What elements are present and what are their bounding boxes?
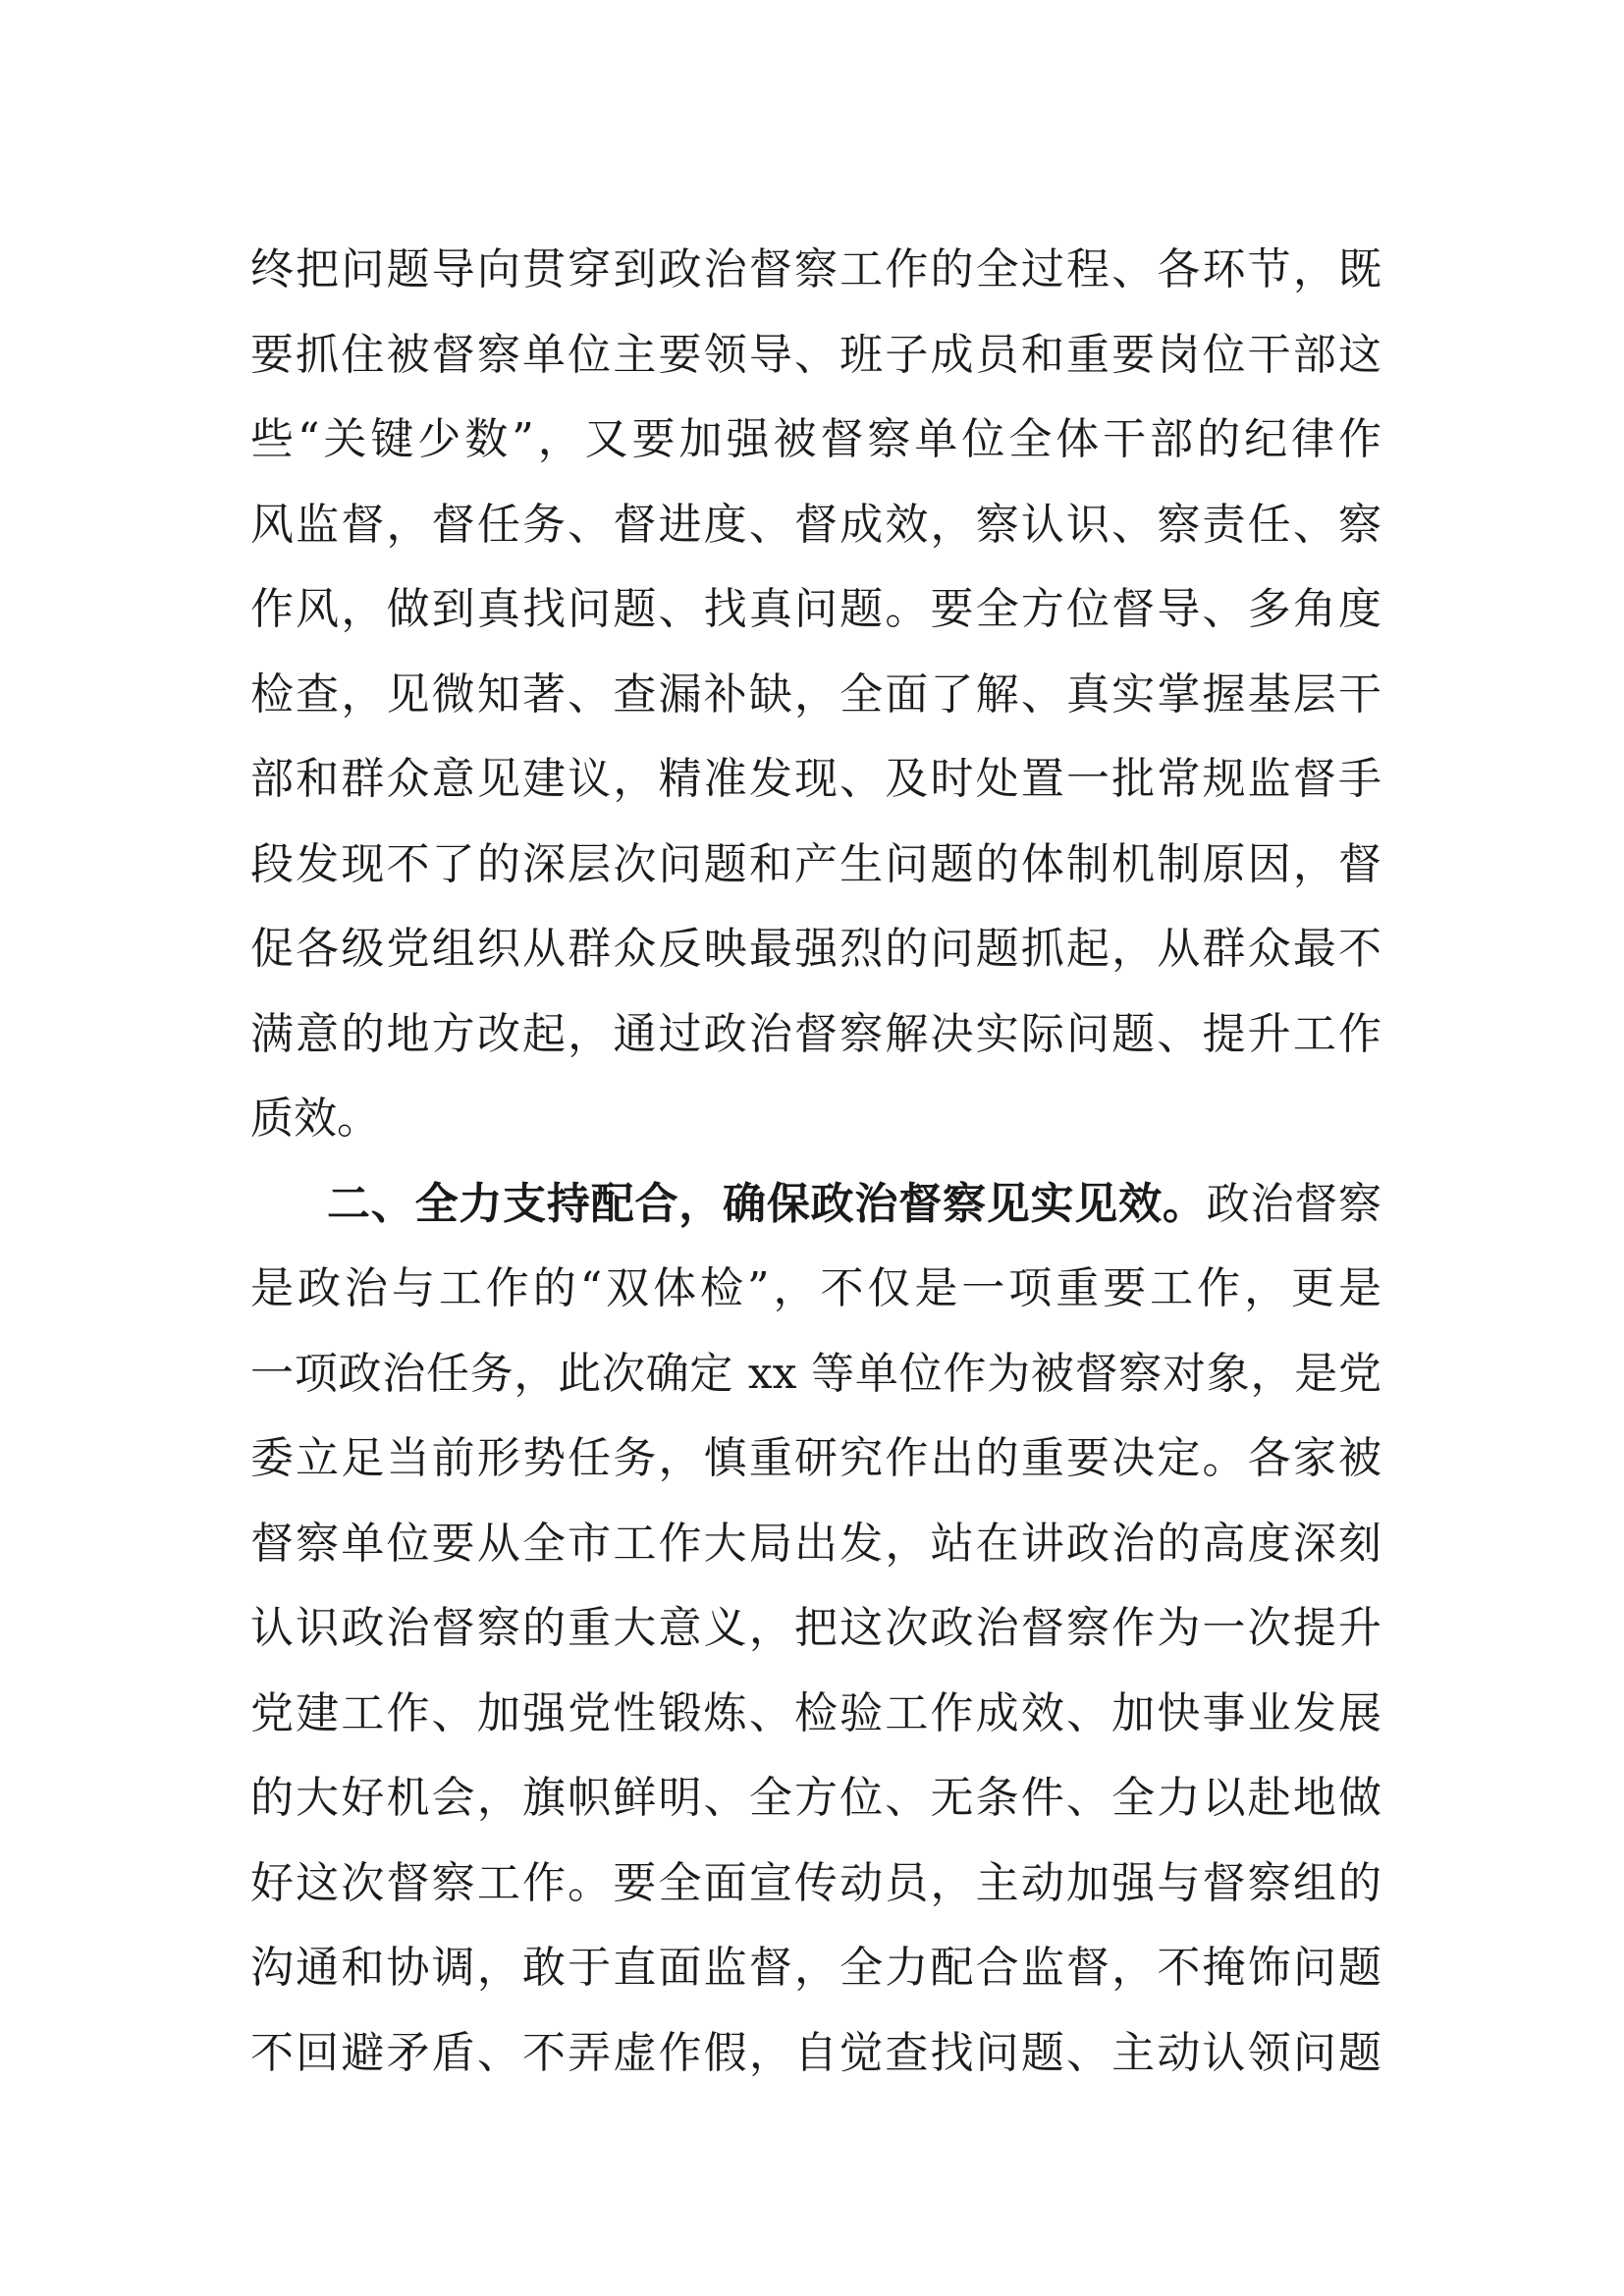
text-line: 好这次督察工作。要全面宣传动员，主动加强与督察组的	[250, 1857, 1381, 1908]
text-line: 督察单位要从全市工作大局出发，站在讲政治的高度深刻	[250, 1518, 1381, 1569]
body-text	[250, 228, 1381, 2096]
text-line: 检查，见微知著、查漏补缺，全面了解、真实掌握基层干	[250, 668, 1381, 720]
text-line: 作风，做到真找问题、找真问题。要全方位督导、多角度	[250, 584, 1381, 634]
section-heading: 二、全力支持配合，确保政治督察见实见效。	[327, 1178, 1207, 1229]
text-line: 认识政治督察的重大意义，把这次政治督察作为一次提升	[250, 1603, 1381, 1653]
text-line: 终把问题导向贯穿到政治督察工作的全过程、各环节，既	[250, 244, 1381, 294]
text-line: 委立足当前形势任务，慎重研究作出的重要决定。各家被	[250, 1433, 1381, 1483]
text-line: 段发现不了的深层次问题和产生问题的体制机制原因，督	[250, 838, 1381, 889]
text-line: 些“关键少数”，又要加强被督察单位全体干部的纪律作	[250, 414, 1381, 464]
text-line: 一项政治任务，此次确定 xx 等单位作为被督察对象，是党	[250, 1348, 1381, 1399]
paragraph-1	[250, 228, 1381, 1162]
paragraph-2	[250, 1162, 1381, 2097]
text-line: 党建工作、加强党性锻炼、检验工作成效、加快事业发展	[250, 1687, 1381, 1738]
text-line: 的大好机会，旗帜鲜明、全方位、无条件、全力以赴地做	[250, 1773, 1381, 1823]
text-line: 不回避矛盾、不弄虚作假，自觉查找问题、主动认领问题	[250, 2027, 1381, 2078]
text-line: 沟通和协调，敢于直面监督，全力配合监督，不掩饰问题	[250, 1943, 1381, 1993]
text-line: 促各级党组织从群众反映最强烈的问题抓起，从群众最不	[250, 924, 1381, 974]
text-line: 满意的地方改起，通过政治督察解决实际问题、提升工作	[250, 1008, 1381, 1059]
paragraph-2-first-line	[250, 1162, 1381, 1248]
text-line: 要抓住被督察单位主要领导、班子成员和重要岗位干部这	[250, 329, 1381, 380]
text-line: 部和群众意见建议，精准发现、及时处置一批常规监督手	[250, 754, 1381, 804]
text-line: 质效。	[250, 1094, 380, 1144]
text-line: 风监督，督任务、督进度、督成效，察认识、察责任、察	[250, 499, 1381, 550]
text-line: 是政治与工作的“双体检”，不仅是一项重要工作，更是	[250, 1263, 1381, 1313]
text-span: 政治督察	[1206, 1178, 1381, 1229]
